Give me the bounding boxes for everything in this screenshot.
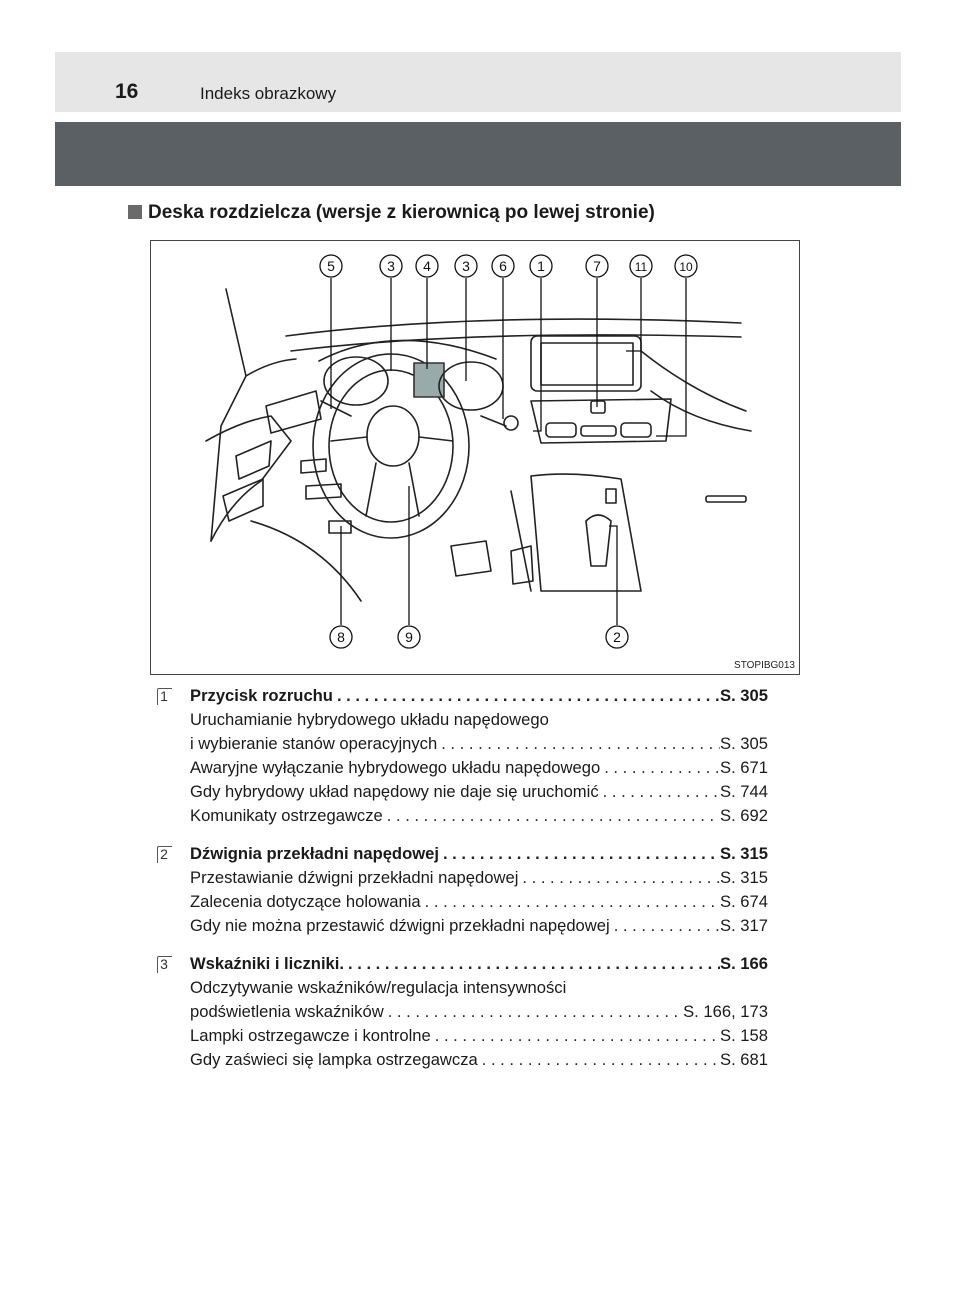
sub-entry-page-link[interactable]: S. 166, 173 [683,1002,768,1021]
entry-number-icon: 2 [156,846,172,862]
leader-dots [344,952,720,976]
header-bar [55,52,901,112]
entry-heading[interactable] [156,842,768,866]
callout-10: 10 [679,260,693,274]
entry-page-link[interactable]: S. 315 [720,844,768,863]
callout-4: 4 [423,258,431,274]
leader-dots [421,890,720,914]
callout-5: 5 [327,258,335,274]
leader-dots [333,684,720,708]
sub-entry[interactable] [156,890,768,914]
page-number: 16 [115,80,139,103]
sub-entry[interactable] [156,866,768,890]
entry-heading[interactable] [156,952,768,976]
sub-entry-text: podświetlenia wskaźników [190,1002,384,1021]
sub-entry [156,708,768,732]
sub-entry-text: Gdy zaświeci się lampka ostrzegawcza [190,1050,478,1069]
sub-entry-text: Gdy nie można przestawić dźwigni przekładni napędowej [190,916,610,935]
sub-entry-page-link[interactable]: S. 315 [720,868,768,887]
sub-entry-text: Lampki ostrzegawcze i kontrolne [190,1026,431,1045]
sub-entry-text: Uruchamianie hybrydowego układu napędowego [190,710,549,729]
entry-title: Wskaźniki i liczniki. [190,954,345,973]
callout-8: 8 [337,629,345,645]
sub-entry-text: Przestawianie dźwigni przekładni napędowej [190,868,519,887]
sub-entry[interactable] [156,780,768,804]
entry-title: Przycisk rozruchu [190,686,333,705]
sub-entry-text: Awaryjne wyłączanie hybrydowego układu napędowego [190,758,601,777]
sub-entry[interactable] [156,914,768,938]
callout-1: 1 [537,258,545,274]
entry-number-icon: 1 [156,688,172,704]
sub-entry[interactable] [156,732,768,756]
sub-entry[interactable] [156,1024,768,1048]
section-banner [55,122,901,186]
sub-entry [156,976,768,1000]
leader-dots [478,1048,720,1072]
leader-dots [437,732,720,756]
sub-entry-page-link[interactable]: S. 744 [720,782,768,801]
section-heading [128,202,655,224]
leader-dots [600,756,720,780]
index-entries [156,684,768,1086]
square-bullet-icon [128,205,142,219]
leader-dots [431,1024,720,1048]
sub-entry-page-link[interactable]: S. 681 [720,1050,768,1069]
callout-3b: 3 [462,258,470,274]
entry-title: Dźwignia przekładni napędowej [190,844,439,863]
figure-code: STOPIBG013 [734,660,795,671]
sub-entry-page-link[interactable]: S. 158 [720,1026,768,1045]
callout-2: 2 [613,629,621,645]
callout-3a: 3 [387,258,395,274]
leader-dots [518,866,720,890]
sub-entry-page-link[interactable]: S. 692 [720,806,768,825]
leader-dots [610,914,720,938]
dashboard-illustration [150,240,800,675]
leader-dots [599,780,720,804]
callout-9: 9 [405,629,413,645]
entry-page-link[interactable]: S. 305 [720,686,768,705]
sub-entry[interactable] [156,804,768,828]
dashboard-drawing [151,241,801,676]
leader-dots [384,1000,683,1024]
index-entry-3 [156,952,768,1072]
entry-page-link[interactable]: S. 166 [720,954,768,973]
sub-entry[interactable] [156,1048,768,1072]
leader-dots [383,804,720,828]
sub-entry-text: Odczytywanie wskaźników/regulacja intensywności [190,978,567,997]
sub-entry-page-link[interactable]: S. 305 [720,734,768,753]
sub-entry-page-link[interactable]: S. 674 [720,892,768,911]
sub-entry-page-link[interactable]: S. 671 [720,758,768,777]
sub-entry-text: i wybieranie stanów operacyjnych [190,734,438,753]
chapter-title: Indeks obrazkowy [200,84,337,103]
sub-entry[interactable] [156,1000,768,1024]
sub-entry-text: Komunikaty ostrzegawcze [190,806,383,825]
callout-6: 6 [499,258,507,274]
index-entry-2 [156,842,768,938]
section-heading-text: Deska rozdzielcza (wersje z kierownicą po lewej stronie) [148,202,655,223]
callout-11: 11 [634,260,648,274]
sub-entry[interactable] [156,756,768,780]
index-entry-1 [156,684,768,828]
entry-number-icon: 3 [156,956,172,972]
leader-dots [439,842,720,866]
callout-7: 7 [593,258,601,274]
sub-entry-text: Zalecenia dotyczące holowania [190,892,421,911]
sub-entry-text: Gdy hybrydowy układ napędowy nie daje się uruchomić [190,782,599,801]
entry-heading[interactable] [156,684,768,708]
sub-entry-page-link[interactable]: S. 317 [720,916,768,935]
